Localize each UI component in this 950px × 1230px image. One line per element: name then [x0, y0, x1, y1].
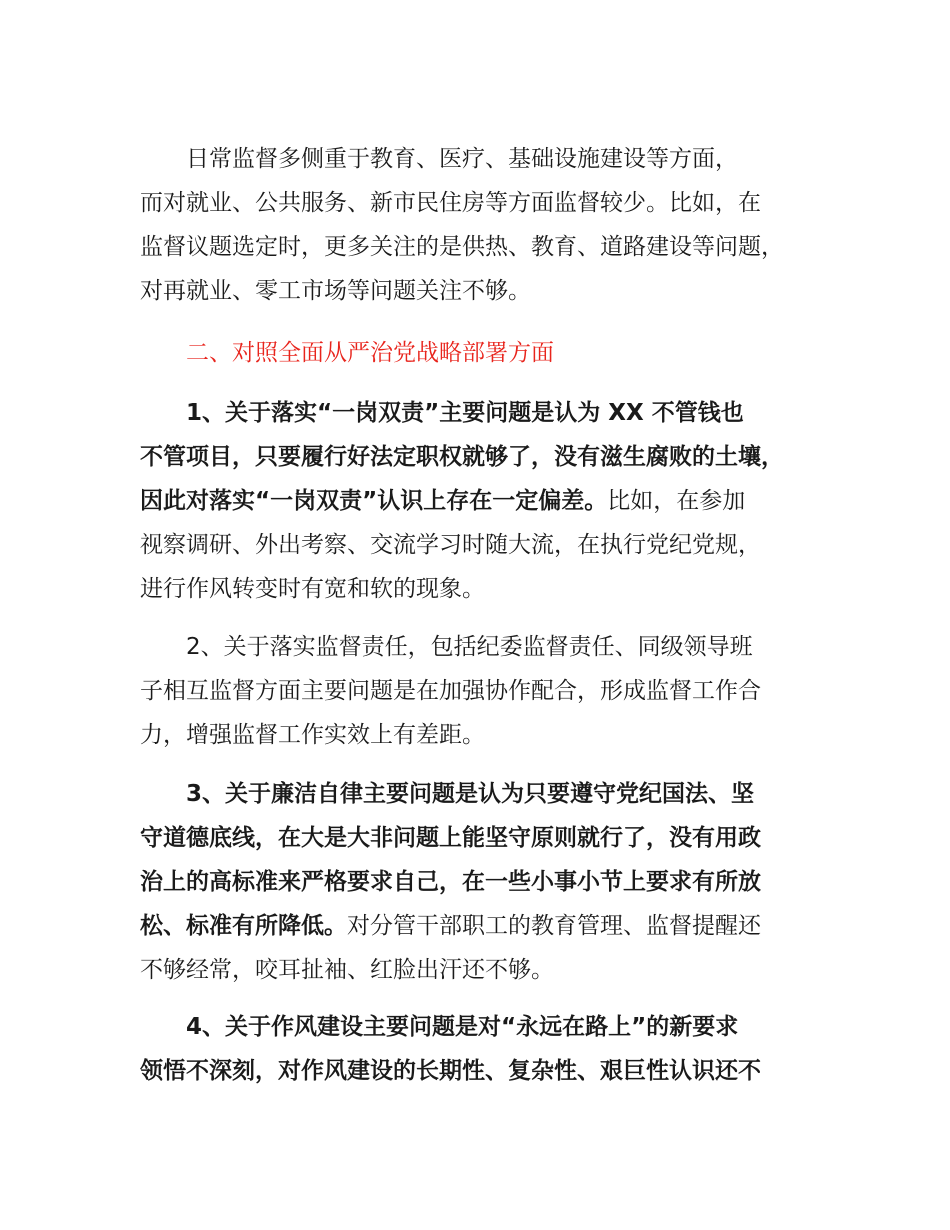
text-line: 而对就业、公共服务、新市民住房等方面监督较少。比如，在: [140, 190, 761, 216]
text-line: 2、关于落实监督责任，包括纪委监督责任、同级领导班: [186, 634, 753, 660]
text-line-bold: 治上的高标准来严格要求自己，在一些小事小节上要求有所放: [140, 869, 761, 895]
text-line: 力，增强监督工作实效上有差距。: [140, 722, 485, 748]
text-line-bold: 不管项目，只要履行好法定职权就够了，没有滋生腐败的土壤，: [140, 444, 784, 470]
text-line: 不够经常，咬耳扯袖、红脸出汗还不够。: [140, 957, 554, 983]
text-line: 子相互监督方面主要问题是在加强协作配合，形成监督工作合: [140, 678, 761, 704]
text-line: 视察调研、外出考察、交流学习时随大流，在执行党纪党规，: [140, 532, 761, 558]
text-line-bold: 1、关于落实“一岗双责”主要问题是认为 XX 不管钱也: [186, 400, 744, 426]
text-line: 监督议题选定时，更多关注的是供热、教育、道路建设等问题，: [140, 234, 784, 260]
text-line-bold: 守道德底线，在大是大非问题上能坚守原则就行了，没有用政: [140, 825, 761, 851]
paragraph-item-2: [140, 625, 840, 757]
bold-span: 松、标准有所降低。: [140, 913, 347, 939]
paragraph-item-4: [140, 1005, 840, 1093]
text-line: 日常监督多侧重于教育、医疗、基础设施建设等方面，: [186, 146, 738, 172]
paragraph-daily-supervision: [140, 137, 840, 313]
paragraph-item-3: [140, 772, 840, 992]
bold-span: 因此对落实“一岗双责”认识上存在一定偏差。: [140, 488, 608, 514]
text-line-bold: 4、关于作风建设主要问题是对“永远在路上”的新要求: [186, 1014, 739, 1040]
text-line-bold: 3、关于廉洁自律主要问题是认为只要遵守党纪国法、坚: [186, 781, 755, 807]
text-line-mixed: [140, 479, 840, 523]
normal-span: 比如，在参加: [607, 488, 746, 514]
section-heading: [140, 331, 840, 375]
paragraph-item-1: [140, 391, 840, 611]
text-line-mixed: [140, 904, 840, 948]
normal-span: 对分管干部职工的教育管理、监督提醒还: [347, 913, 761, 939]
text-line-bold: 领悟不深刻，对作风建设的长期性、复杂性、艰巨性认识还不: [140, 1058, 761, 1084]
section-heading-text: 二、对照全面从严治党战略部署方面: [186, 340, 554, 366]
text-line: 对再就业、零工市场等问题关注不够。: [140, 278, 531, 304]
text-line: 进行作风转变时有宽和软的现象。: [140, 576, 485, 602]
